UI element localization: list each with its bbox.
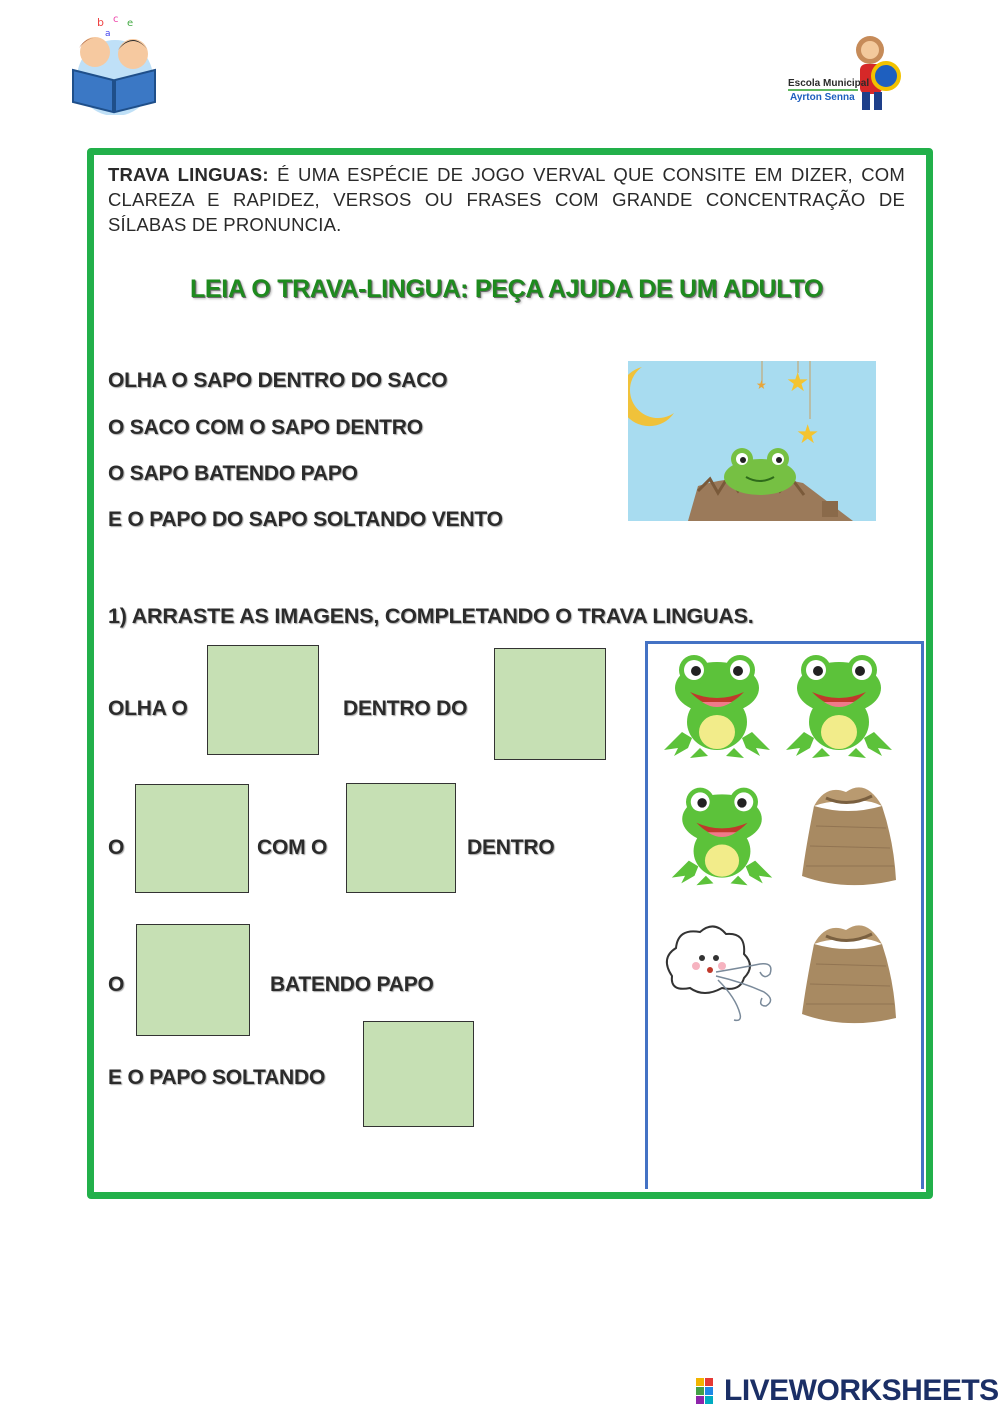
reading-children-logo bbox=[55, 10, 170, 115]
intro-paragraph bbox=[108, 162, 905, 237]
row4-text-a: E O PAPO SOLTANDO bbox=[108, 1066, 326, 1089]
verse-line-1: OLHA O SAPO DENTRO DO SACO bbox=[108, 369, 448, 392]
drop-zone-1[interactable] bbox=[207, 645, 319, 755]
svg-text:★: ★ bbox=[796, 420, 820, 450]
frog-draggable-2[interactable] bbox=[782, 652, 896, 760]
school-name-line1: Escola Municipal bbox=[788, 78, 870, 89]
drop-zone-6[interactable] bbox=[363, 1021, 474, 1127]
row3-text-b: BATENDO PAPO bbox=[270, 973, 434, 996]
question-1: 1) ARRASTE AS IMAGENS, COMPLETANDO O TRAVA LINGUAS. bbox=[108, 604, 754, 628]
verse-line-2: O SACO COM O SAPO DENTRO bbox=[108, 416, 423, 439]
row1-text-a: OLHA O bbox=[108, 697, 188, 720]
svg-text:e: e bbox=[127, 18, 134, 29]
svg-text:★: ★ bbox=[786, 368, 810, 398]
verse-line-4: E O PAPO DO SAPO SOLTANDO VENTO bbox=[108, 508, 503, 531]
verse-line-3: O SAPO BATENDO PAPO bbox=[108, 462, 358, 485]
page-heading: LEIA O TRAVA-LINGUA: PEÇA AJUDA DE UM ADULTO bbox=[189, 275, 824, 303]
drop-zone-2[interactable] bbox=[494, 648, 606, 760]
drop-zone-5[interactable] bbox=[136, 924, 250, 1036]
svg-text:b: b bbox=[97, 16, 104, 29]
svg-text:★: ★ bbox=[756, 378, 767, 392]
drop-zone-3[interactable] bbox=[135, 784, 249, 893]
sack-draggable-1[interactable] bbox=[796, 776, 902, 888]
row2-text-c: DENTRO bbox=[467, 836, 555, 859]
svg-text:c: c bbox=[113, 14, 119, 25]
intro-term: TRAVA LINGUAS: bbox=[108, 164, 269, 185]
frog-draggable-1[interactable] bbox=[660, 652, 774, 760]
frog-scene-image bbox=[628, 361, 876, 521]
row2-text-b: COM O bbox=[257, 836, 328, 859]
row2-text-a: O bbox=[108, 836, 125, 859]
frog-draggable-3[interactable] bbox=[668, 783, 776, 889]
row3-text-a: O bbox=[108, 973, 125, 996]
svg-text:a: a bbox=[105, 29, 111, 39]
wind-cloud-draggable[interactable] bbox=[660, 918, 780, 1024]
liveworksheets-brand: LIVEWORKSHEETS bbox=[724, 1374, 999, 1407]
school-name-line2: Ayrton Senna bbox=[790, 92, 855, 103]
row1-text-b: DENTRO DO bbox=[343, 697, 468, 720]
school-logo bbox=[786, 28, 906, 114]
intro-definition: É UMA ESPÉCIE DE JOGO VERVAL QUE CONSITE EM DIZER, COM CLAREZA E RAPIDEZ, VERSOS OU FRASES COM GRANDE CONCENTRAÇÃO DE SÍLABAS DE PRONUNCIA. bbox=[108, 164, 905, 235]
sack-draggable-2[interactable] bbox=[796, 914, 902, 1026]
liveworksheets-icon bbox=[696, 1378, 722, 1404]
drop-zone-4[interactable] bbox=[346, 783, 456, 893]
